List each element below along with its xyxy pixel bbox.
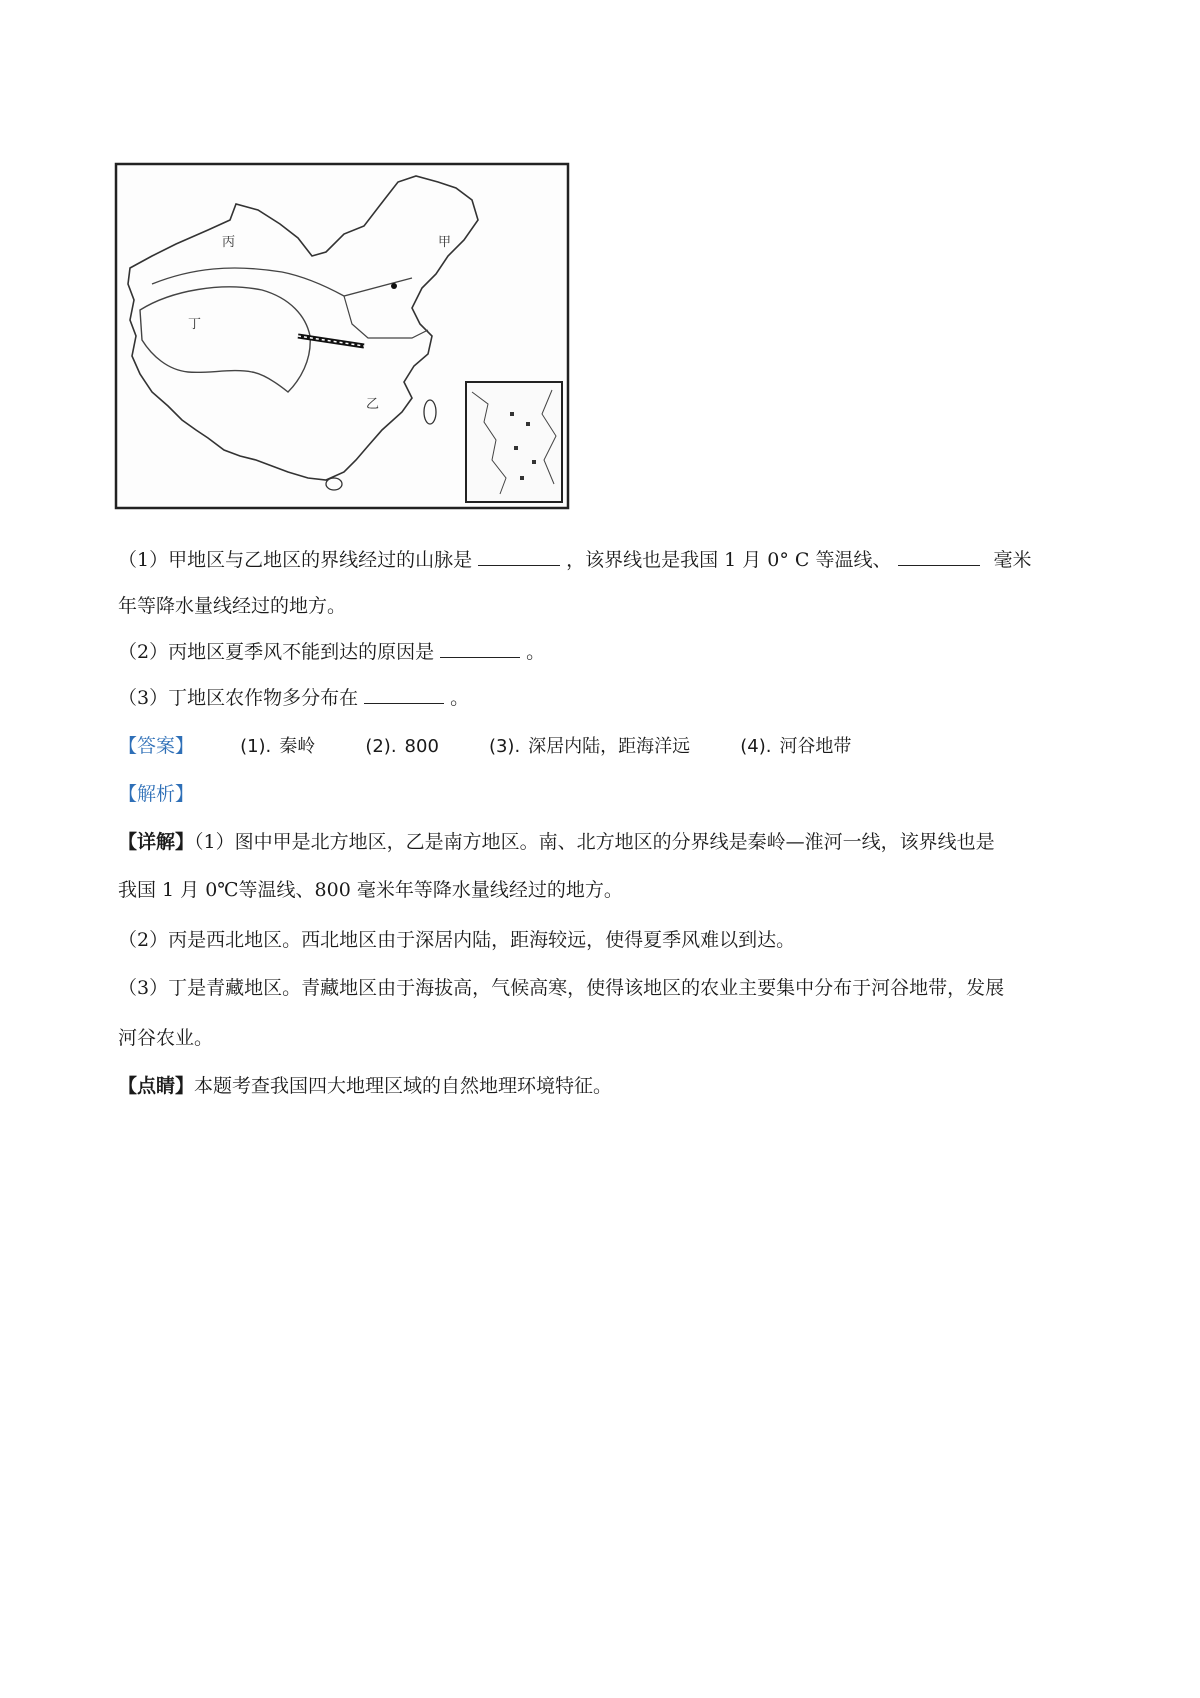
q1-text-b: ，该界线也是我国 1 月 0° C 等温线、: [566, 549, 892, 571]
question-3: [118, 686, 1098, 710]
q1-line-2: 年等降水量线经过的地方。: [118, 595, 347, 617]
analysis-p3-text-2: 河谷农业。: [118, 1027, 214, 1049]
china-regions-map: [112, 160, 572, 512]
detail-tag: 【详解】: [118, 831, 195, 853]
q1-blank-2: [898, 564, 980, 566]
question-1-cont: [118, 594, 1098, 618]
q2-blank: [440, 656, 520, 658]
answer-item-2: (2). 800: [365, 736, 439, 757]
comment-tag: 【点睛】: [118, 1075, 195, 1097]
answer-item-3: (3). 深居内陆，距海洋远: [488, 736, 691, 757]
q3-end: 。: [450, 687, 470, 709]
analysis-p3-l2: [118, 1026, 1098, 1050]
q3-blank: [364, 702, 444, 704]
label-yi: 乙: [366, 397, 380, 412]
analysis-tag-row: [118, 782, 1098, 806]
comment-text: 本题考查我国四大地理区域的自然地理环境特征。: [194, 1075, 613, 1097]
detail-line-1: [118, 830, 1098, 854]
question-1-line-1: [118, 548, 1098, 572]
q2-end: 。: [526, 641, 546, 663]
analysis-p2-text: （2）丙是西北地区。西北地区由于深居内陆，距海较远，使得夏季风难以到达。: [118, 929, 796, 951]
analysis-p3-text-1: （3）丁是青藏地区。青藏地区由于海拔高，气候高寒，使得该地区的农业主要集中分布于河谷地带，发展: [118, 977, 1005, 999]
map-figure: [112, 160, 572, 512]
analysis-p3-l1: [118, 976, 1098, 1000]
answer-item-4: (4). 河谷地带: [740, 736, 852, 757]
answer-item-1: (1). 秦岭: [240, 736, 316, 757]
analysis-p2: [118, 928, 1098, 952]
detail-text-1: （1）图中甲是北方地区，乙是南方地区。南、北方地区的分界线是秦岭—淮河一线，该界线也是: [194, 831, 995, 853]
question-2: [118, 640, 1098, 664]
q2-text: （2）丙地区夏季风不能到达的原因是: [118, 641, 435, 663]
comment-row: [118, 1074, 1098, 1098]
question-1: [118, 548, 1098, 572]
analysis-tag: 【解析】: [118, 783, 195, 805]
answer-tag: 【答案】: [118, 735, 195, 757]
label-ding: 丁: [188, 317, 202, 332]
q1-blank-1: [478, 564, 560, 566]
detail-line-2: [118, 878, 1098, 902]
answer-row: [118, 734, 1098, 759]
q1-text-a: （1）甲地区与乙地区的界线经过的山脉是: [118, 549, 473, 571]
q3-text: （3）丁地区农作物多分布在: [118, 687, 359, 709]
label-bing: 丙: [222, 235, 236, 250]
detail-text-2: 我国 1 月 0℃等温线、800 毫米年等降水量线经过的地方。: [118, 879, 623, 901]
q1-text-c: 毫米: [993, 549, 1032, 571]
capital-dot: [391, 283, 397, 289]
label-jia: 甲: [438, 235, 452, 250]
